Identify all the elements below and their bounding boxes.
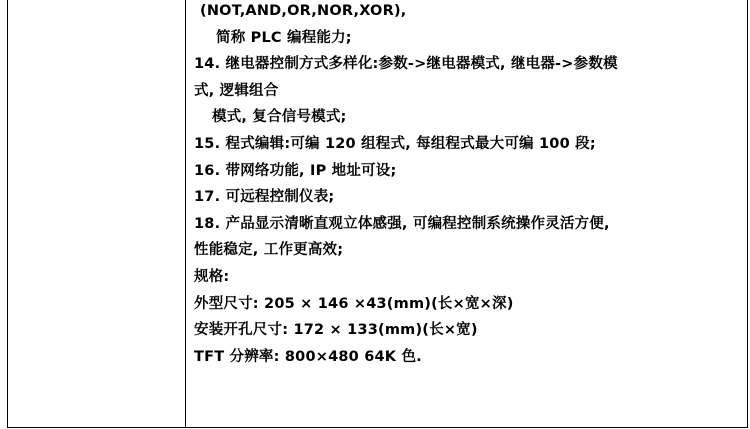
table-right-cell [186, 0, 747, 427]
text-line-item-17: 17. 可远程控制仪表; [194, 189, 335, 206]
text-line-outer-size: 外型尺寸: 205 × 146 ×43(mm)(长×宽×深) [194, 295, 514, 312]
text-line-spec-heading: 规格: [194, 268, 230, 285]
text-line-plc: 简称 PLC 编程能力; [216, 29, 352, 46]
text-line-resolution: TFT 分辨率: 800×480 64K 色. [194, 348, 422, 365]
text-line-item-14-cont: 式, 逻辑组合 [194, 82, 279, 99]
text-line-item-18: 18. 产品显示清晰直观立体感强, 可编程控制系统操作灵活方便, [194, 215, 610, 232]
table-left-cell [8, 0, 186, 427]
text-line-item-18-cont: 性能稳定, 工作更高效; [194, 242, 344, 259]
text-line-item-15: 15. 程式编辑:可编 120 组程式, 每组程式最大可编 100 段; [194, 135, 596, 152]
text-line-item-14: 14. 继电器控制方式多样化:参数->继电器模式, 继电器->参数模 [194, 56, 618, 73]
text-line-item-14-cont2: 模式, 复合信号模式; [212, 109, 347, 126]
text-line-item-16: 16. 带网络功能, IP 地址可设; [194, 162, 397, 179]
text-line-cutout-size: 安装开孔尺寸: 172 × 133(mm)(长×宽) [194, 322, 478, 339]
spec-table [7, 0, 748, 428]
text-line-logic-ops: (NOT,AND,OR,NOR,XOR), [200, 3, 407, 19]
